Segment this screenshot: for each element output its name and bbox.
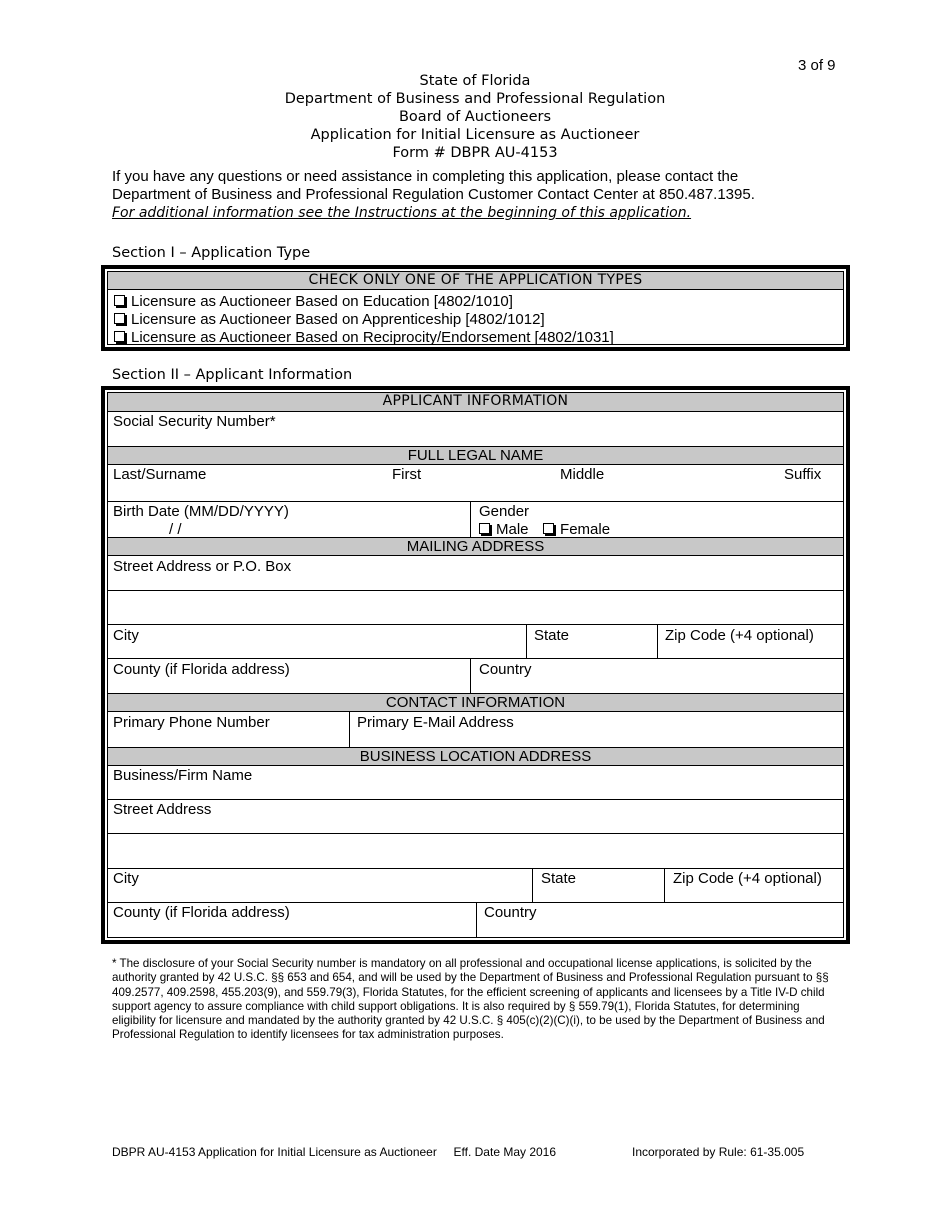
checkbox-icon[interactable]: [114, 313, 125, 324]
email-label: Primary E-Mail Address: [357, 714, 514, 731]
footer-form-info: DBPR AU-4153 Application for Initial Licensure as Auctioneer Eff. Date May 2016: [112, 1145, 557, 1159]
last-name-label: Last/Surname: [113, 466, 207, 483]
option-apprenticeship[interactable]: Licensure as Auctioneer Based on Apprenticeship [4802/1012]: [112, 311, 545, 329]
suffix-label: Suffix: [784, 466, 822, 483]
intro-note: For additional information see the Instructions at the beginning of this application.: [112, 205, 692, 221]
checkbox-icon[interactable]: [114, 295, 125, 306]
gender-male-option[interactable]: Male: [477, 521, 529, 538]
business-location-bar: BUSINESS LOCATION ADDRESS: [108, 748, 843, 766]
business-zip-label: Zip Code (+4 optional): [673, 870, 822, 887]
mailing-address-bar: MAILING ADDRESS: [108, 538, 843, 556]
applicant-information-box: [101, 386, 850, 944]
header-state: State of Florida: [419, 73, 531, 89]
first-name-label: First: [392, 466, 422, 483]
section-1-title: Section I – Application Type: [112, 245, 311, 261]
street-address-label: Street Address or P.O. Box: [113, 558, 292, 575]
intro-line-1: If you have any questions or need assistance in completing this application, please contact the: [112, 168, 739, 185]
county-label: County (if Florida address): [113, 661, 290, 678]
full-legal-name-bar: FULL LEGAL NAME: [108, 447, 843, 465]
contact-information-bar: CONTACT INFORMATION: [108, 694, 843, 712]
ssn-disclosure-footnote: * The disclosure of your Social Security number is mandatory on all professional and occupational license applications, is solicited by the authority granted by 42 U.S.C. §§ 653 and 654, and will be used by the Department of Business and Professional Regulation pursuant to §§ 409.2577, 409.2598, 455.203(9), and 559.79(3), Florida Statutes, for the efficient screening of applicants and licensees by a Title IV-D child support agency to assure compliance with child support obligations. It is also required by § 559.79(1), Florida Statutes, for determining eligibility for licensure and mandated by the authority granted by 42 U.S.C. § 405(c)(2)(C)(i), to be used by the Department of Business and Professional Regulation to identify licensees for tax administration purposes.: [112, 957, 829, 1042]
business-country-label: Country: [484, 904, 537, 921]
option-reciprocity[interactable]: Licensure as Auctioneer Based on Reciprocity/Endorsement [4802/1031]: [112, 329, 614, 347]
header-form-number: Form # DBPR AU-4153: [392, 145, 558, 161]
gender-female-option[interactable]: Female: [541, 521, 610, 538]
ssn-field[interactable]: [108, 412, 843, 446]
option-education[interactable]: Licensure as Auctioneer Based on Education [4802/1010]: [112, 293, 513, 311]
gender-label: Gender: [479, 503, 530, 520]
applicant-information-bar: APPLICANT INFORMATION: [108, 393, 843, 412]
checkbox-icon[interactable]: [543, 523, 554, 534]
business-firm-name-label: Business/Firm Name: [113, 767, 253, 784]
zip-code-label: Zip Code (+4 optional): [665, 627, 814, 644]
checkbox-icon[interactable]: [114, 331, 125, 342]
ssn-label: Social Security Number*: [113, 413, 276, 430]
intro-text: [112, 168, 832, 222]
street-address-line-2-field[interactable]: [108, 591, 843, 624]
application-type-bar: CHECK ONLY ONE OF THE APPLICATION TYPES: [108, 272, 843, 290]
footer-rule: Incorporated by Rule: 61-35.005: [632, 1145, 805, 1159]
intro-line-2: Department of Business and Professional Regulation Customer Contact Center at 850.487.1395.: [112, 186, 755, 203]
full-legal-name-field[interactable]: [108, 465, 843, 501]
phone-label: Primary Phone Number: [113, 714, 270, 731]
country-label: Country: [479, 661, 532, 678]
business-street-label: Street Address: [113, 801, 212, 818]
application-type-box: [101, 265, 850, 351]
business-city-label: City: [113, 870, 139, 887]
section-2-title: Section II – Applicant Information: [112, 367, 353, 383]
header-application-title: Application for Initial Licensure as Auctioneer: [310, 127, 640, 143]
checkbox-icon[interactable]: [479, 523, 490, 534]
street-address-field[interactable]: [108, 556, 843, 590]
birth-date-field[interactable]: / /: [169, 521, 182, 538]
state-label: State: [534, 627, 570, 644]
header-department: Department of Business and Professional Regulation: [284, 91, 666, 107]
business-county-label: County (if Florida address): [113, 904, 290, 921]
page-number: 3 of 9: [798, 57, 836, 74]
header-board: Board of Auctioneers: [398, 109, 552, 125]
business-state-label: State: [541, 870, 577, 887]
city-label: City: [113, 627, 139, 644]
birth-date-label: Birth Date (MM/DD/YYYY): [113, 503, 289, 520]
middle-name-label: Middle: [560, 466, 605, 483]
form-header: [0, 72, 950, 162]
